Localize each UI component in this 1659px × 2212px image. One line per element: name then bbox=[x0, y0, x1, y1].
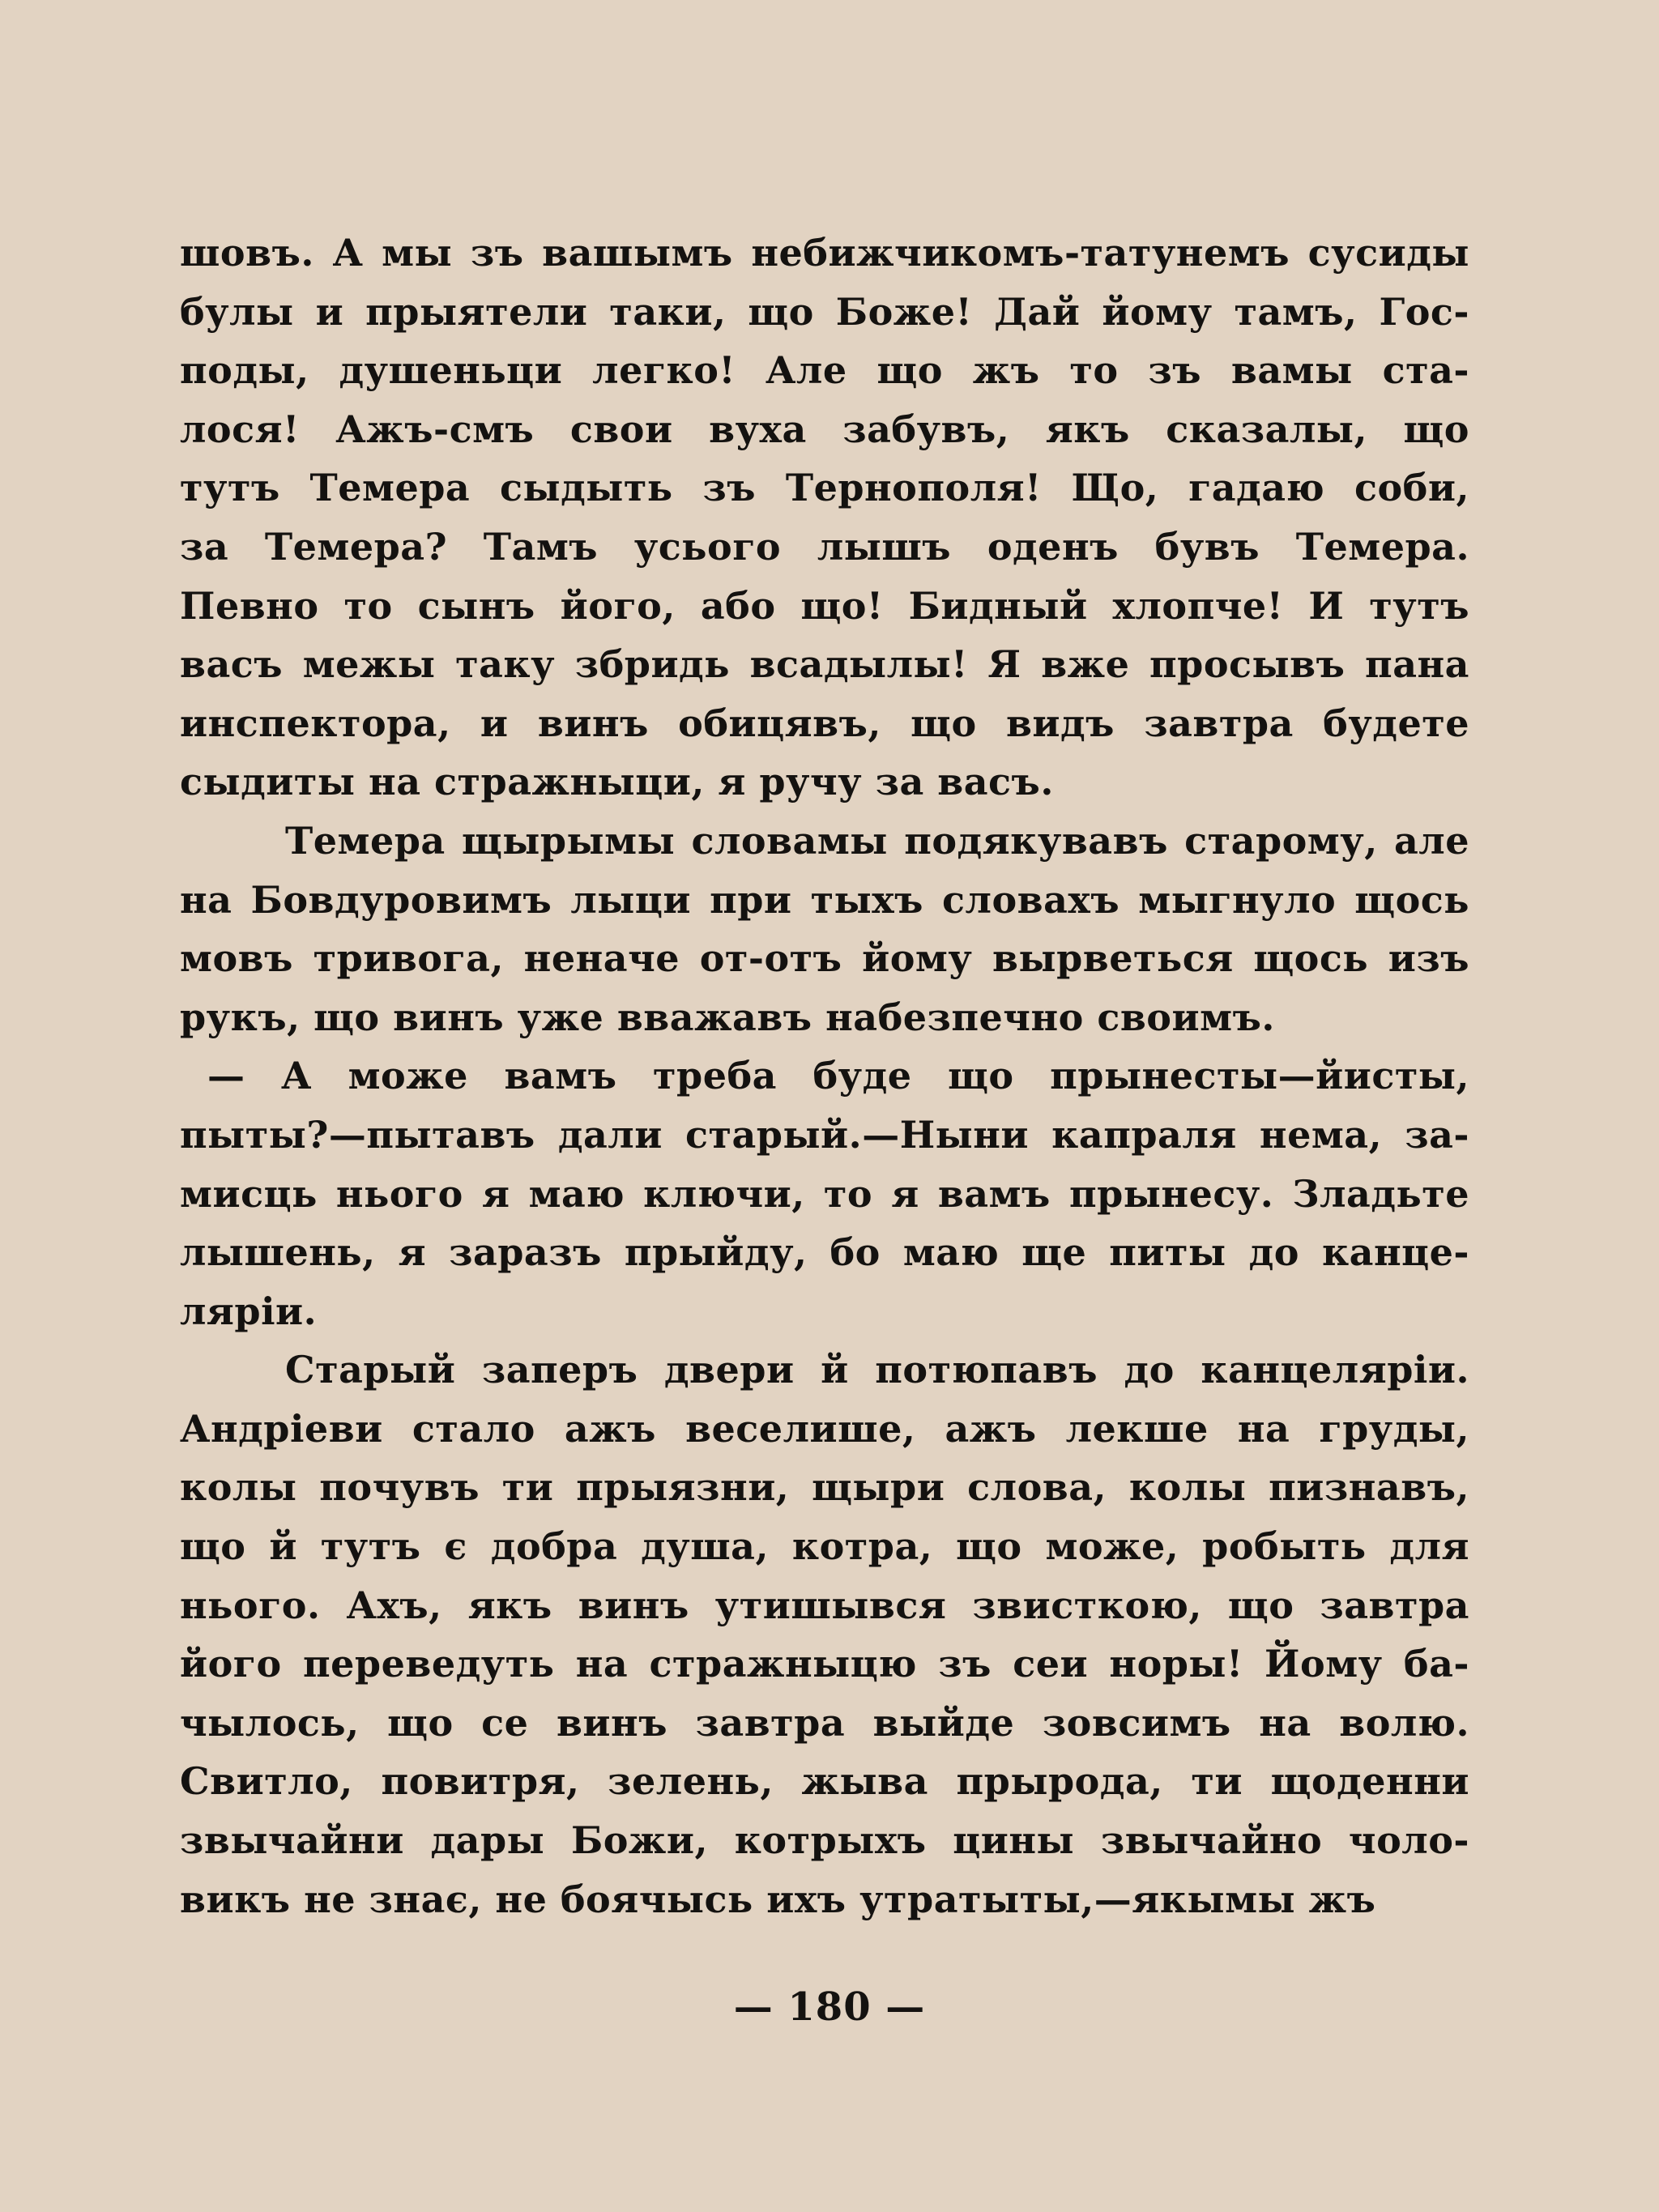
text-line: на Бовдуровимъ лыци при тыхъ словахъ мыгнуло щось bbox=[180, 877, 1469, 922]
text-line: мовъ тривога, неначе от-отъ йому вырветься щось изъ bbox=[180, 936, 1469, 981]
page-text bbox=[180, 224, 1469, 1929]
text-line: Старый заперъ двери й потюпавъ до канцеляріи. bbox=[285, 1348, 1469, 1392]
text-line: булы и прыятели таки, що Боже! Дай йому тамъ, Гос- bbox=[180, 289, 1469, 334]
text-line: що й тутъ є добра душа, котра, що може, робыть для bbox=[180, 1524, 1469, 1569]
text-line: ляріи. bbox=[180, 1289, 318, 1333]
paragraph bbox=[180, 1046, 1469, 1340]
text-line: шовъ. А мы зъ вашымъ небижчикомъ-татунемъ сусиды bbox=[180, 231, 1469, 275]
text-line: Темера щырымы словамы подякувавъ старому, але bbox=[285, 818, 1469, 863]
text-line: його переведуть на стражныцю зъ сеи норы! Йому ба- bbox=[180, 1642, 1469, 1686]
text-line: пыты?—пытавъ дали старый.—Ныни капраля нема, за- bbox=[180, 1112, 1469, 1157]
text-line: викъ не знає, не боячысь ихъ утратыты,—якымы жъ bbox=[180, 1877, 1376, 1921]
paragraph bbox=[180, 224, 1469, 812]
text-line: чылось, що се винъ завтра выйде зовсимъ на волю. bbox=[180, 1700, 1469, 1745]
text-line: Андріеви стало ажъ веселише, ажъ лекше на груды, bbox=[180, 1406, 1469, 1451]
text-line: звычайни дары Божи, котрыхъ цины звычайно чоло- bbox=[180, 1818, 1469, 1863]
text-line: колы почувъ ти прыязни, щыри слова, колы пизнавъ, bbox=[180, 1465, 1469, 1510]
paragraph bbox=[180, 1340, 1469, 1929]
text-line: лышень, я заразъ прыйду, бо маю ще питы до канце- bbox=[180, 1230, 1469, 1275]
text-line: васъ межы таку збридь всадылы! Я вже просывъ пана bbox=[180, 642, 1469, 687]
text-line: — А може вамъ треба буде що прынесты—йисты, bbox=[207, 1054, 1469, 1098]
text-line: мисць нього я маю ключи, то я вамъ прынесу. Зладьте bbox=[180, 1171, 1469, 1216]
text-line: тутъ Темера сыдыть зъ Тернополя! Що, гадаю соби, bbox=[180, 466, 1469, 510]
text-line: Певно то сынъ його, або що! Бидный хлопче! И тутъ bbox=[180, 583, 1469, 628]
text-line: за Темера? Тамъ усього лышъ оденъ бувъ Темера. bbox=[180, 524, 1469, 569]
text-line: рукъ, що винъ уже вважавъ набезпечно своимъ. bbox=[180, 995, 1275, 1039]
text-line: лося! Ажъ-смъ свои вуха забувъ, якъ сказалы, що bbox=[180, 407, 1469, 451]
text-line: нього. Ахъ, якъ винъ утишывся звисткою, що завтра bbox=[180, 1583, 1469, 1627]
text-line: Свитло, повитря, зелень, жыва прырода, ти щоденни bbox=[180, 1759, 1469, 1804]
paragraph bbox=[180, 812, 1469, 1046]
page-number: — 180 — bbox=[733, 1984, 926, 2030]
text-line: инспектора, и винъ обицявъ, що видъ завтра будете bbox=[180, 701, 1469, 745]
text-line: сыдиты на стражныци, я ручу за васъ. bbox=[180, 760, 1054, 804]
text-line: поды, душеньци легко! Але що жъ то зъ вамы ста- bbox=[180, 348, 1469, 393]
